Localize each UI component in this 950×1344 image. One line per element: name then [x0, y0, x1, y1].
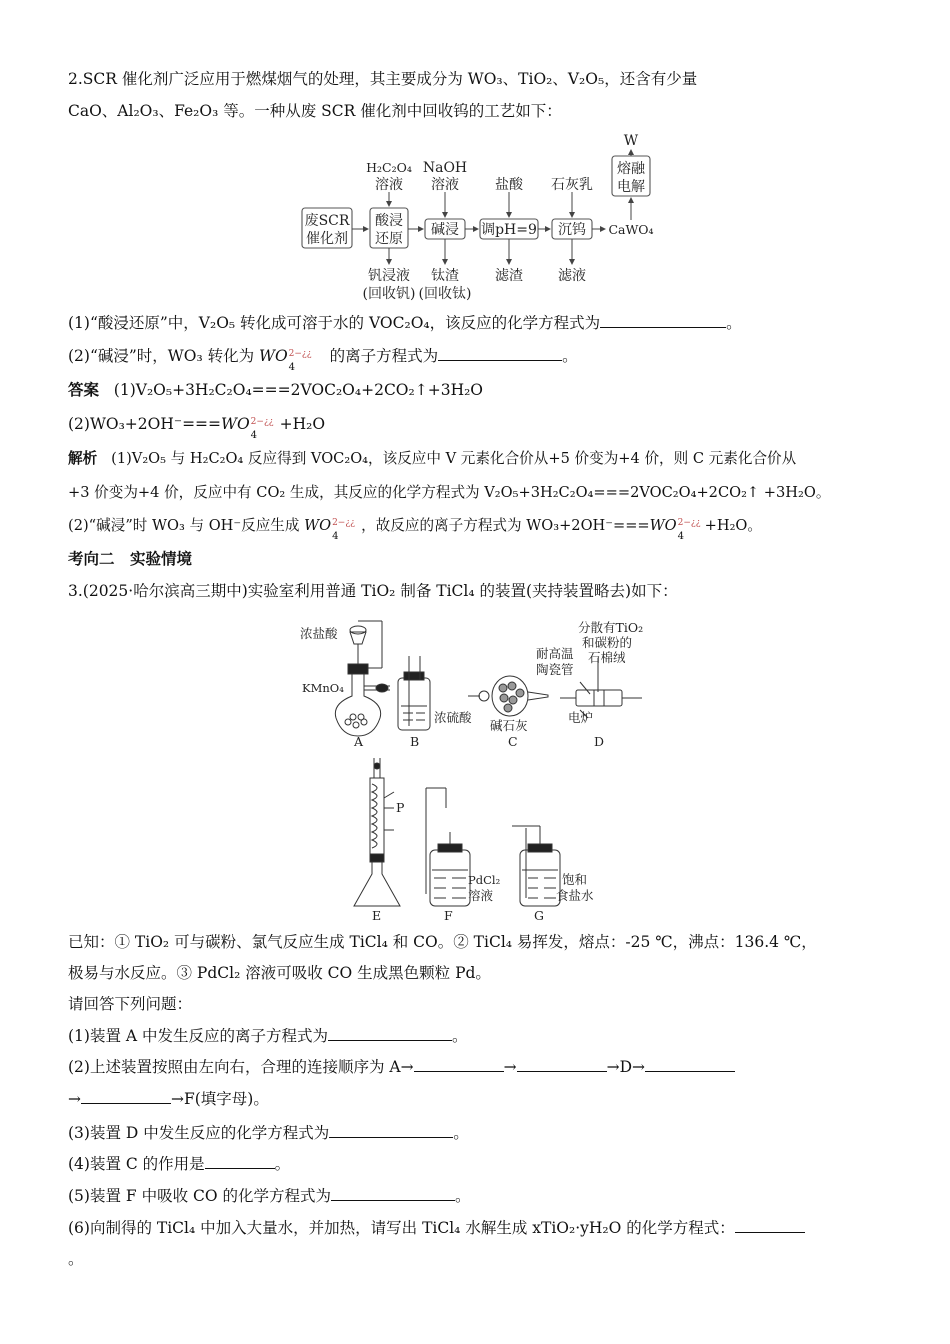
- answer-blank[interactable]: [81, 1087, 171, 1104]
- e-part: P: [396, 800, 405, 815]
- apparatus-a: [335, 621, 390, 736]
- answer-blank[interactable]: [735, 1216, 805, 1233]
- explain-line1: 解析 (1)V₂O₅ 与 H₂C₂O₄ 反应得到 VOC₂O₄，该反应中 V 元素化合价从+5 价变为+4 价，则 C 元素化合价从: [68, 450, 797, 467]
- apparatus-g: [512, 826, 560, 906]
- e-label: E: [372, 908, 382, 922]
- explain-line3: (2)“碱浸”时 WO₃ 与 OH⁻反应生成 WO 2−¿¿ 4 ，故反应的离子方程式为 WO₃+2OH⁻===WO 2−¿¿ 4 +H₂O。: [68, 517, 762, 542]
- flow-final: W: [623, 133, 639, 149]
- q2-intro-line1: 2.SCR 催化剂广泛应用于燃煤烟气的处理，其主要成分为 WO₃、TiO₂、V₂O₅，还含有少量: [68, 70, 698, 88]
- flow-step1-line2: 还原: [375, 231, 403, 247]
- answer-blank[interactable]: [328, 1024, 452, 1041]
- g-reagent2: 食盐水: [556, 888, 594, 903]
- q2-process-flowchart: [290, 128, 670, 306]
- flow-step2-reagent2: 溶液: [431, 177, 459, 193]
- answer-blank[interactable]: [205, 1152, 275, 1169]
- q3-sub2-cont: → →F(填字母)。: [68, 1087, 269, 1110]
- explain-line2: +3 价变为+4 价，反应中有 CO₂ 生成，其反应的化学方程式为 V₂O₅+3H₂C₂O₄===2VOC₂O₄+2CO₂↑ +3H₂O。: [68, 484, 831, 501]
- q3-known-line2: 极易与水反应。③ PdCl₂ 溶液可吸收 CO 生成黑色颗粒 Pd。: [68, 964, 491, 982]
- answer-blank[interactable]: [600, 311, 726, 328]
- apparatus-b: [398, 656, 430, 730]
- answer-line1: 答案 (1)V₂O₅+3H₂C₂O₄===2VOC₂O₄+2CO₂↑+3H₂O: [68, 380, 484, 399]
- q3-sub6-end: 。: [68, 1250, 84, 1268]
- q3-sub6: (6)向制得的 TiCl₄ 中加入大量水，并加热，请写出 TiCl₄ 水解生成 xTiO₂·yH₂O 的化学方程式：: [68, 1216, 805, 1239]
- f-reagent2: 溶液: [468, 888, 494, 903]
- d-note4: 和碳粉的: [582, 635, 633, 650]
- flow-step4-out: 滤液: [558, 268, 586, 284]
- answer-blank[interactable]: [414, 1055, 504, 1072]
- flow-step1-out1: 钒浸液: [368, 268, 410, 284]
- a-reagent2: KMnO₄: [302, 681, 344, 695]
- q3-sub1: (1)装置 A 中发生反应的离子方程式为 。: [68, 1024, 468, 1047]
- apparatus-f: [426, 788, 470, 906]
- flow-step1-reagent2: 溶液: [375, 177, 403, 193]
- c-label: C: [508, 734, 518, 749]
- flow-step3-out: 滤渣: [495, 268, 523, 284]
- d-note3: 分散有TiO₂: [578, 620, 644, 635]
- section-title: 考向二 实验情境: [68, 549, 193, 568]
- q3-apparatus-row2: [350, 758, 610, 922]
- flow-step1-reagent1: H₂C₂O₄: [366, 160, 412, 175]
- flow-step2-out1: 钛渣: [431, 268, 459, 284]
- flow-step5-line2: 电解: [617, 179, 645, 195]
- flow-step2: 碱浸: [431, 222, 459, 238]
- answer-blank[interactable]: [438, 344, 562, 361]
- b-label: B: [410, 734, 420, 749]
- flow-start-line2: 催化剂: [306, 231, 348, 247]
- d-heater: 电炉: [568, 710, 594, 725]
- q2-sub1: (1)“酸浸还原”中，V₂O₅ 转化成可溶于水的 VOC₂O₄，该反应的化学方程式为 。: [68, 311, 742, 334]
- q3-sub5: (5)装置 F 中吸收 CO 的化学方程式为 。: [68, 1184, 471, 1207]
- f-label: F: [444, 908, 453, 922]
- answer-blank[interactable]: [645, 1055, 735, 1072]
- flow-product: CaWO₄: [608, 222, 654, 237]
- q3-intro: 3.(2025·哈尔滨高三期中)实验室利用普通 TiO₂ 制备 TiCl₄ 的装置(夹持装置略去)如下：: [68, 582, 678, 600]
- d-label: D: [594, 734, 605, 749]
- g-label: G: [534, 908, 544, 922]
- flow-step1-line1: 酸浸: [375, 213, 403, 229]
- q2-intro-line2: CaO、Al₂O₃、Fe₂O₃ 等。一种从废 SCR 催化剂中回收钨的工艺如下：: [68, 102, 562, 120]
- flow-step2-reagent1: NaOH: [422, 160, 468, 176]
- flow-step1-out2: (回收钒): [362, 286, 416, 302]
- q3-apparatus-row1: [298, 618, 658, 750]
- a-label: A: [354, 734, 364, 749]
- apparatus-c: [468, 676, 548, 716]
- flow-step3: 调pH=9: [481, 222, 537, 238]
- flow-step3-reagent: 盐酸: [495, 177, 523, 193]
- q3-prompt: 请回答下列问题：: [68, 995, 193, 1013]
- answer-blank[interactable]: [331, 1184, 455, 1201]
- answer-blank[interactable]: [517, 1055, 607, 1072]
- f-reagent1: PdCl₂: [468, 873, 501, 887]
- c-reagent: 碱石灰: [490, 718, 528, 733]
- a-reagent1: 浓盐酸: [300, 626, 338, 641]
- flow-step5-line1: 熔融: [617, 161, 645, 177]
- g-reagent1: 饱和: [562, 872, 588, 887]
- q3-sub3: (3)装置 D 中发生反应的化学方程式为 。: [68, 1121, 469, 1144]
- d-note1: 耐高温: [536, 646, 574, 661]
- apparatus-e: [354, 758, 400, 906]
- q3-sub4: (4)装置 C 的作用是 。: [68, 1152, 290, 1175]
- answer-blank[interactable]: [329, 1121, 453, 1138]
- flow-step4-reagent: 石灰乳: [551, 177, 593, 193]
- d-note2: 陶瓷管: [536, 662, 574, 677]
- flow-step2-out2: (回收钛): [418, 286, 472, 302]
- q3-known-line1: 已知：① TiO₂ 可与碳粉、氯气反应生成 TiCl₄ 和 CO。② TiCl₄ 易挥发，熔点：-25 ℃，沸点：136.4 ℃，: [68, 933, 817, 951]
- answer-line2: (2)WO₃+2OH⁻===WO 2−¿¿ 4 +H₂O: [68, 415, 326, 441]
- d-note5: 石棉绒: [588, 650, 626, 665]
- flow-start-line1: 废SCR: [304, 213, 350, 229]
- flow-step4: 沉钨: [558, 222, 586, 238]
- q2-sub2: (2)“碱浸”时，WO₃ 转化为 WO 2−¿¿ 4 的离子方程式为 。: [68, 344, 578, 367]
- q3-sub2: (2)上述装置按照由左向右，合理的连接顺序为 A→ → →D→: [68, 1055, 735, 1078]
- b-reagent: 浓硫酸: [434, 710, 472, 725]
